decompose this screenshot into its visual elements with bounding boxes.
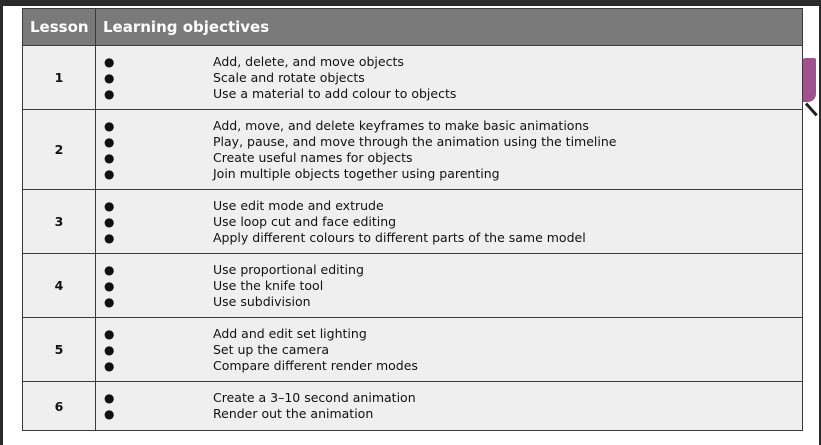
header-lesson: Lesson — [23, 9, 96, 46]
table-header-row — [23, 9, 803, 46]
objectives-list — [96, 54, 802, 102]
lesson-number: 5 — [23, 318, 96, 382]
table-body — [23, 46, 803, 431]
bullet-icon: ● — [104, 391, 115, 405]
bullet-icon: ● — [104, 326, 115, 341]
list-item — [104, 390, 802, 406]
objectives-cell — [96, 382, 803, 431]
list-item — [104, 150, 802, 166]
objective-text: Set up the camera — [213, 341, 330, 357]
objectives-cell — [96, 46, 803, 110]
objectives-cell — [96, 318, 803, 382]
list-item — [104, 214, 802, 230]
table-row — [23, 382, 803, 431]
objective-text: Add, move, and delete keyframes to make basic animations — [213, 117, 589, 133]
learning-objectives-table — [22, 8, 803, 431]
bullet-icon: ● — [104, 262, 115, 277]
bullet-icon: ● — [104, 86, 115, 101]
bullet-icon: ● — [104, 134, 115, 149]
objective-text: Use a material to add colour to objects — [213, 85, 457, 101]
objectives-list — [96, 326, 802, 374]
bullet-icon: ● — [104, 118, 115, 133]
header-learning-objectives: Learning objectives — [96, 9, 803, 46]
decorative-stroke — [805, 102, 818, 116]
objectives-list — [96, 198, 802, 246]
objective-text: Use loop cut and face editing — [213, 213, 397, 229]
bullet-icon: ● — [104, 54, 115, 69]
list-item — [104, 230, 802, 246]
objective-text: Add, delete, and move objects — [213, 53, 404, 69]
bullet-icon: ● — [104, 407, 115, 421]
list-item — [104, 166, 802, 182]
list-item — [104, 134, 802, 150]
list-item — [104, 278, 802, 294]
list-item — [104, 326, 802, 342]
objective-text: Compare different render modes — [213, 357, 418, 373]
bullet-icon: ● — [104, 150, 115, 165]
table-row — [23, 110, 803, 190]
table-row — [23, 254, 803, 318]
list-item — [104, 342, 802, 358]
list-item — [104, 358, 802, 374]
objective-text: Use proportional editing — [213, 261, 364, 277]
objective-text: Render out the animation — [213, 406, 374, 421]
objective-text: Join multiple objects together using parenting — [213, 165, 500, 181]
bullet-icon: ● — [104, 198, 115, 213]
objectives-cell — [96, 110, 803, 190]
lesson-number: 4 — [23, 254, 96, 318]
bullet-icon: ● — [104, 166, 115, 181]
table-row — [23, 190, 803, 254]
objective-text: Use edit mode and extrude — [213, 197, 384, 213]
list-item — [104, 198, 802, 214]
list-item — [104, 54, 802, 70]
window-left-edge — [0, 0, 3, 445]
window-top-edge — [0, 0, 821, 6]
objective-text: Apply different colours to different parts of the same model — [213, 229, 586, 245]
lesson-number: 2 — [23, 110, 96, 190]
lesson-number: 3 — [23, 190, 96, 254]
objectives-list — [96, 262, 802, 310]
list-item — [104, 118, 802, 134]
lesson-number: 1 — [23, 46, 96, 110]
objectives-cell — [96, 190, 803, 254]
table-row — [23, 46, 803, 110]
objectives-list — [96, 390, 802, 422]
bullet-icon: ● — [104, 358, 115, 373]
bullet-icon: ● — [104, 278, 115, 293]
bullet-icon: ● — [104, 294, 115, 309]
table-row — [23, 318, 803, 382]
objective-text: Scale and rotate objects — [213, 69, 365, 85]
objective-text: Use the knife tool — [213, 277, 324, 293]
list-item — [104, 262, 802, 278]
bullet-icon: ● — [104, 70, 115, 85]
objectives-list — [96, 118, 802, 182]
list-item — [104, 406, 802, 422]
objective-text: Create useful names for objects — [213, 149, 413, 165]
lesson-number: 6 — [23, 382, 96, 431]
objective-text: Add and edit set lighting — [213, 325, 367, 341]
bullet-icon: ● — [104, 230, 115, 245]
objective-text: Play, pause, and move through the animation using the timeline — [213, 133, 617, 149]
list-item — [104, 294, 802, 310]
list-item — [104, 86, 802, 102]
objective-text: Create a 3–10 second animation — [213, 390, 416, 405]
bullet-icon: ● — [104, 342, 115, 357]
bullet-icon: ● — [104, 214, 115, 229]
list-item — [104, 70, 802, 86]
objectives-cell — [96, 254, 803, 318]
objective-text: Use subdivision — [213, 293, 311, 309]
